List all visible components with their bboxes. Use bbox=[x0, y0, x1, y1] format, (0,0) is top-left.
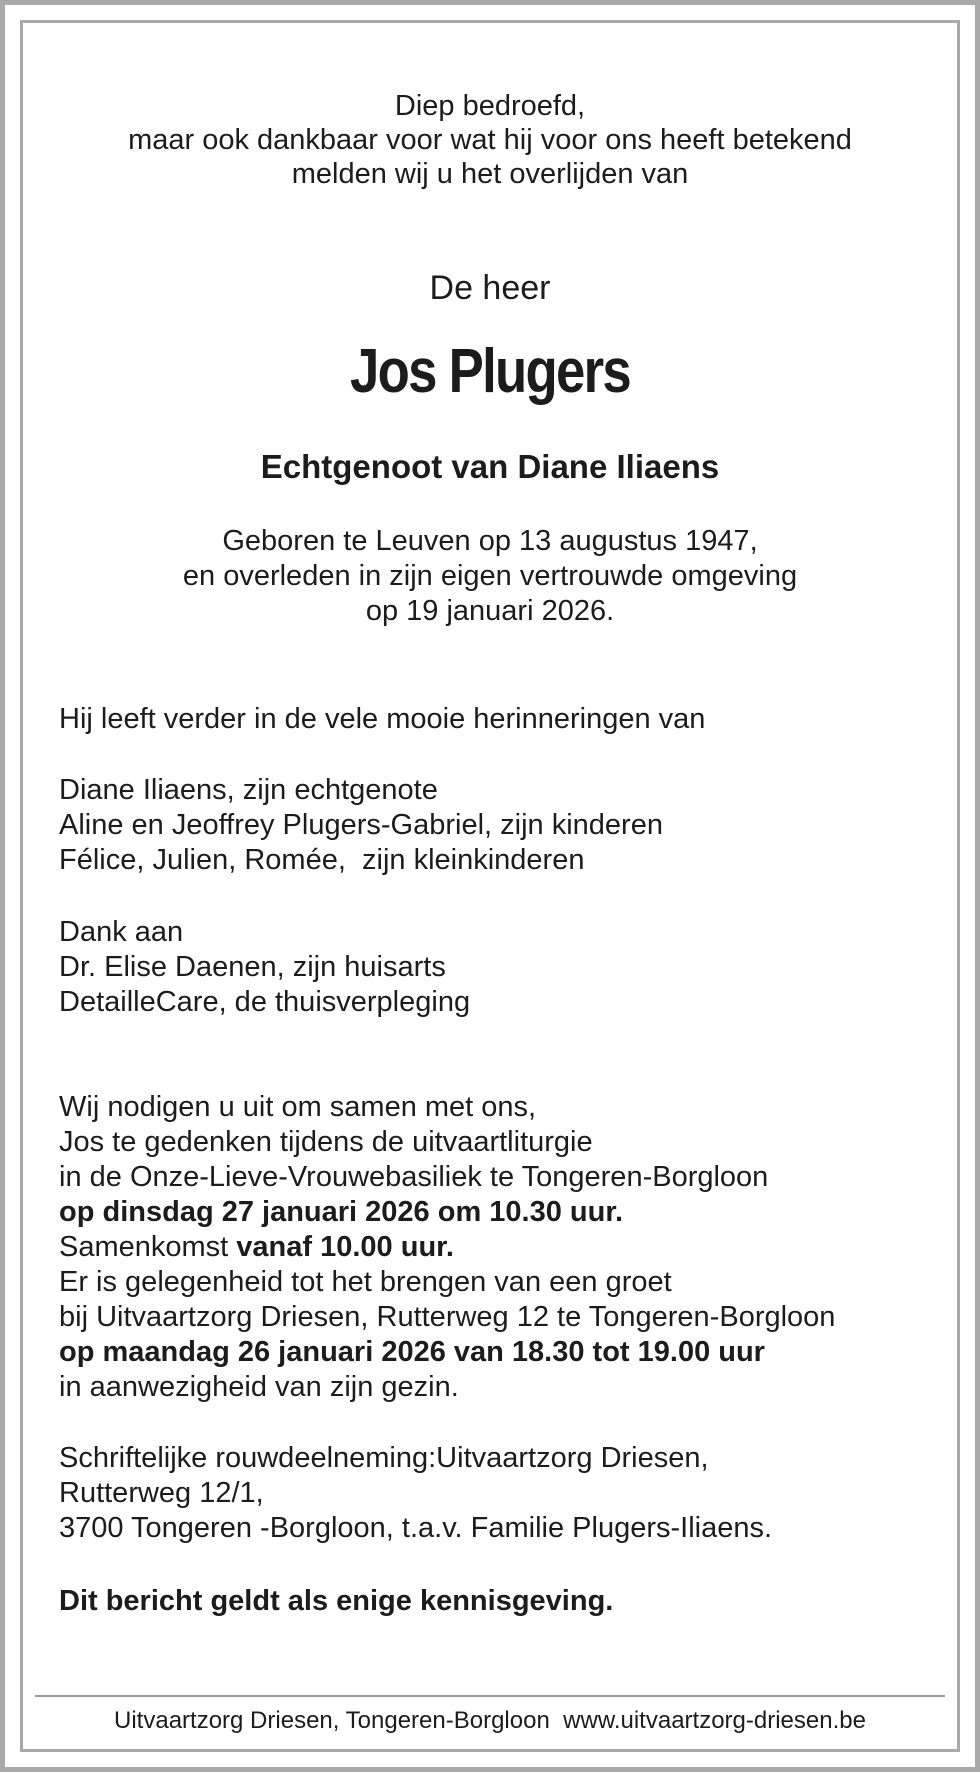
service-datetime: op dinsdag 27 januari 2026 om 10.30 uur. bbox=[59, 1196, 624, 1228]
invitation-line: Er is gelegenheid tot het brengen van een groet bbox=[59, 1266, 672, 1298]
invitation-section bbox=[59, 1090, 939, 1405]
intro-line: melden wij u het overlijden van bbox=[291, 158, 689, 190]
memories-line: Hij leeft verder in de vele mooie herinneringen van bbox=[59, 703, 706, 735]
thanks-item: Dr. Elise Daenen, zijn huisarts bbox=[59, 951, 446, 983]
footer-website: www.uitvaartzorg-driesen.be bbox=[563, 1707, 866, 1734]
footer-funeral-home: Uitvaartzorg Driesen, Tongeren-Borgloon bbox=[114, 1707, 550, 1734]
family-list bbox=[59, 773, 939, 878]
visitation-datetime: op maandag 26 januari 2026 van 18.30 tot 19.00 uur bbox=[59, 1336, 765, 1368]
footer bbox=[0, 1706, 980, 1736]
invitation-line: bij Uitvaartzorg Driesen, Rutterweg 12 te Tongeren-Borgloon bbox=[59, 1301, 836, 1333]
invitation-line: Jos te gedenken tijdens de uitvaartliturgie bbox=[59, 1126, 593, 1158]
condolence-line: Schriftelijke rouwdeelneming:Uitvaartzorg Driesen, bbox=[59, 1442, 709, 1474]
birth-line: en overleden in zijn eigen vertrouwde omgeving bbox=[182, 560, 798, 592]
thanks-section bbox=[59, 915, 939, 1020]
condolence-section bbox=[59, 1441, 939, 1546]
salutation: De heer bbox=[429, 269, 551, 307]
invitation-line: in de Onze-Lieve-Vrouwebasiliek te Tongeren-Borgloon bbox=[59, 1161, 769, 1193]
birth-death-info bbox=[0, 524, 980, 629]
family-member: Félice, Julien, Romée, zijn kleinkinderen bbox=[59, 844, 585, 876]
thanks-heading: Dank aan bbox=[59, 916, 184, 948]
invitation-line: Wij nodigen u uit om samen met ons, bbox=[59, 1091, 537, 1123]
condolence-line: 3700 Tongeren -Borgloon, t.a.v. Familie Plugers-Iliaens. bbox=[59, 1512, 773, 1544]
birth-line: op 19 januari 2026. bbox=[365, 595, 615, 627]
gathering-line: Samenkomst vanaf 10.00 uur. bbox=[59, 1231, 454, 1263]
birth-line: Geboren te Leuven op 13 augustus 1947, bbox=[222, 525, 758, 557]
notice-line: Dit bericht geldt als enige kennisgeving. bbox=[59, 1585, 614, 1617]
condolence-line: Rutterweg 12/1, bbox=[59, 1477, 264, 1509]
family-member: Diane Iliaens, zijn echtgenote bbox=[59, 774, 438, 806]
intro-text bbox=[0, 89, 980, 191]
spouse-line: Echtgenoot van Diane Iliaens bbox=[260, 448, 720, 485]
intro-line: Diep bedroefd, bbox=[394, 90, 586, 122]
invitation-line: in aanwezigheid van zijn gezin. bbox=[59, 1371, 459, 1403]
deceased-name: Jos Plugers bbox=[349, 337, 631, 406]
intro-line: maar ook dankbaar voor wat hij voor ons heeft betekend bbox=[128, 124, 852, 156]
footer-divider bbox=[35, 1695, 945, 1697]
thanks-item: DetailleCare, de thuisverpleging bbox=[59, 986, 471, 1018]
gathering-time: vanaf 10.00 uur. bbox=[236, 1231, 454, 1263]
family-member: Aline en Jeoffrey Plugers-Gabriel, zijn kinderen bbox=[59, 809, 663, 841]
